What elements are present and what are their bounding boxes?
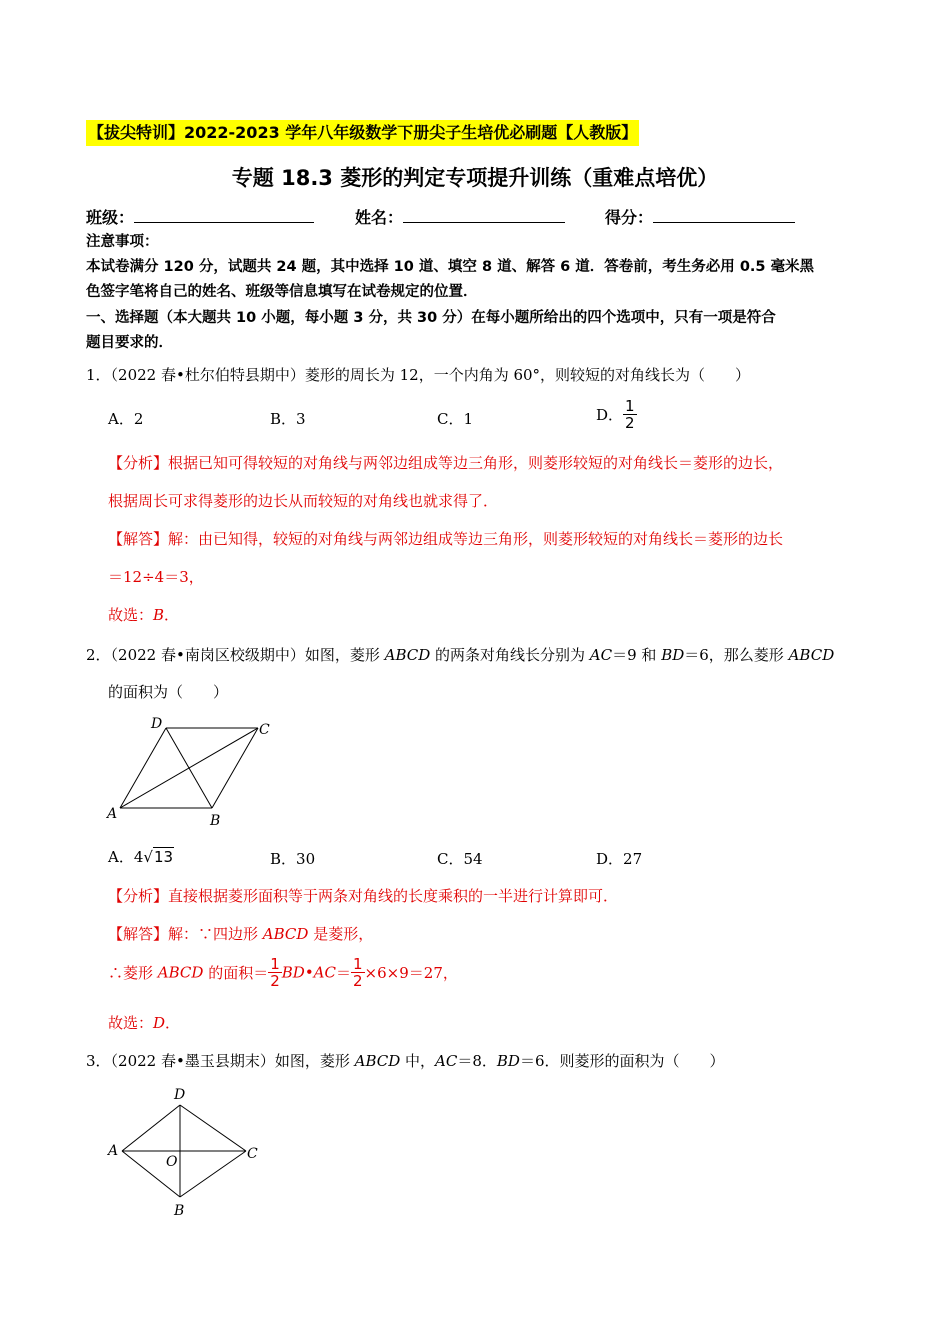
- q2-stem-abcd: ABCD: [384, 646, 431, 664]
- answer-prefix: 故选：: [108, 1014, 154, 1032]
- q2-analysis: 【分析】直接根据菱形面积等于两条对角线的长度乘积的一半进行计算即可．: [108, 887, 619, 905]
- q1-option-d-label: D．: [596, 406, 624, 424]
- q2-stem-line-1: [86, 644, 834, 665]
- area-part: ∴菱形: [108, 964, 158, 982]
- header-banner: 【拔尖特训】2022-2023 学年八年级数学下册尖子生培优必刷题【人教版】: [86, 120, 639, 146]
- q1-option-b[interactable]: B．3: [270, 410, 306, 428]
- area-part: 的面积＝: [203, 964, 269, 982]
- answer-letter: D: [153, 1014, 166, 1032]
- section-heading-1: 一、选择题（本大题共 10 小题，每小题 3 分，共 30 分）在每小题所给出的四个选项中，只有一项是符合: [86, 310, 776, 326]
- notes-heading: 注意事项：: [86, 234, 159, 250]
- sqrt-sign: √13: [143, 848, 174, 866]
- q2-stem-line-2: 的面积为（ ）: [108, 683, 229, 701]
- label-a: A: [107, 806, 118, 822]
- q1-analysis-line-2: 根据周长可求得菱形的边长从而较短的对角线也就求得了．: [108, 492, 499, 510]
- area-equals: ＝: [335, 964, 351, 982]
- q2-stem-part: ＝9 和: [612, 646, 662, 664]
- option-a-prefix: A．4: [108, 848, 144, 866]
- class-blank[interactable]: [134, 206, 314, 223]
- q2-solution-line-2: [108, 956, 458, 989]
- fraction-denominator: 2: [270, 972, 280, 990]
- fraction-numerator: 1: [353, 955, 363, 973]
- fraction-denominator: 2: [625, 414, 635, 432]
- area-fraction-2: [351, 956, 365, 989]
- q3-stem: [86, 1050, 725, 1071]
- q2-rhombus-figure: [100, 712, 280, 830]
- fraction-numerator: 1: [625, 397, 635, 415]
- area-bd: BD: [281, 963, 305, 982]
- answer-prefix: 故选：: [108, 606, 154, 624]
- solution-part: 是菱形，: [308, 925, 374, 943]
- q2-stem-part: 的两条对角线长分别为: [430, 646, 590, 664]
- side-da: [120, 728, 166, 808]
- q2-solution-line-1: [108, 923, 373, 944]
- q3-stem-part: ＝8．: [457, 1052, 497, 1070]
- q1-analysis-line-1: 【分析】根据已知可得较短的对角线与两邻边组成等边三角形，则菱形较短的对角线长＝菱形的边长，: [108, 454, 784, 472]
- name-field: [355, 205, 565, 228]
- area-fraction-1: [268, 956, 282, 989]
- side-bc: [212, 728, 258, 808]
- answer-suffix: ．: [165, 1014, 181, 1032]
- diagonal-bd: [166, 728, 212, 808]
- q2-option-c[interactable]: C．54: [437, 850, 483, 868]
- q3-stem-abcd: ABCD: [354, 1052, 401, 1070]
- label-d: D: [174, 1087, 186, 1103]
- solution-abcd: ABCD: [262, 925, 309, 943]
- q3-rhombus-figure: [100, 1082, 270, 1222]
- q1-option-c[interactable]: C．1: [437, 410, 474, 428]
- section-heading-2: 题目要求的．: [86, 335, 173, 351]
- q2-stem-bd: BD: [661, 646, 685, 664]
- label-c: C: [259, 722, 270, 738]
- q2-option-a[interactable]: [108, 846, 174, 867]
- area-abcd: ABCD: [157, 963, 204, 982]
- name-blank[interactable]: [403, 206, 565, 223]
- class-field: [86, 205, 314, 228]
- q3-stem-part: 中，: [400, 1052, 436, 1070]
- q1-option-d[interactable]: [596, 398, 637, 431]
- side-ad: [122, 1105, 180, 1151]
- q3-stem-ac: AC: [435, 1052, 458, 1070]
- area-ac: AC: [313, 963, 336, 982]
- answer-letter: B: [153, 606, 165, 624]
- q2-stem-part: ＝6，那么菱形: [684, 646, 789, 664]
- name-label: 姓名：: [355, 208, 404, 227]
- q2-stem-abcd: ABCD: [788, 646, 835, 664]
- label-b: B: [174, 1203, 185, 1219]
- notes-line-2: 色签字笔将自己的姓名、班级等信息填写在试卷规定的位置．: [86, 284, 478, 300]
- label-d: D: [151, 716, 163, 732]
- label-o: O: [166, 1154, 178, 1170]
- area-dot: •: [304, 963, 314, 982]
- label-c: C: [247, 1146, 258, 1162]
- q2-stem-ac: AC: [589, 646, 613, 664]
- q2-answer: [108, 1012, 180, 1033]
- q2-option-b[interactable]: B．30: [270, 850, 316, 868]
- area-tail: ×6×9＝27，: [364, 964, 458, 982]
- answer-suffix: ．: [164, 606, 180, 624]
- solution-part: 【解答】解：∵四边形: [108, 925, 263, 943]
- side-cb: [180, 1151, 246, 1197]
- q1-answer: [108, 604, 179, 625]
- q1-option-a[interactable]: A．2: [108, 410, 144, 428]
- label-b: B: [210, 813, 221, 829]
- q2-option-d[interactable]: D．27: [596, 850, 643, 868]
- q1-stem: 1．（2022 春•杜尔伯特县期中）菱形的周长为 12，一个内角为 60°，则较短的对角线长为（ ）: [86, 366, 751, 384]
- q1-solution-line-1: 【解答】解：由已知得，较短的对角线与两邻边组成等边三角形，则菱形较短的对角线长＝菱形的边长: [108, 530, 784, 548]
- fraction-denominator: 2: [353, 972, 363, 990]
- notes-line-1: 本试卷满分 120 分，试题共 24 题，其中选择 10 道、填空 8 道、解答 6 道．答卷前，考生务必用 0.5 毫米黑: [86, 259, 815, 275]
- q3-stem-bd: BD: [496, 1052, 520, 1070]
- sqrt-radicand: 13: [153, 848, 174, 866]
- q1-option-d-fraction: [623, 398, 637, 431]
- class-label: 班级：: [86, 208, 135, 227]
- q2-stem-part: 2．（2022 春•南岗区校级期中）如图，菱形: [86, 646, 385, 664]
- page-title: 专题 18.3 菱形的判定专项提升训练（重难点培优）: [231, 166, 719, 190]
- side-dc: [180, 1105, 246, 1151]
- q3-stem-part: ＝6．则菱形的面积为（ ）: [519, 1052, 725, 1070]
- score-label: 得分：: [605, 208, 654, 227]
- q3-stem-part: 3．（2022 春•墨玉县期末）如图，菱形: [86, 1052, 355, 1070]
- label-a: A: [108, 1143, 119, 1159]
- score-blank[interactable]: [653, 206, 795, 223]
- q1-solution-line-2: ＝12÷4＝3，: [108, 568, 204, 586]
- fraction-numerator: 1: [270, 955, 280, 973]
- score-field: [605, 205, 795, 228]
